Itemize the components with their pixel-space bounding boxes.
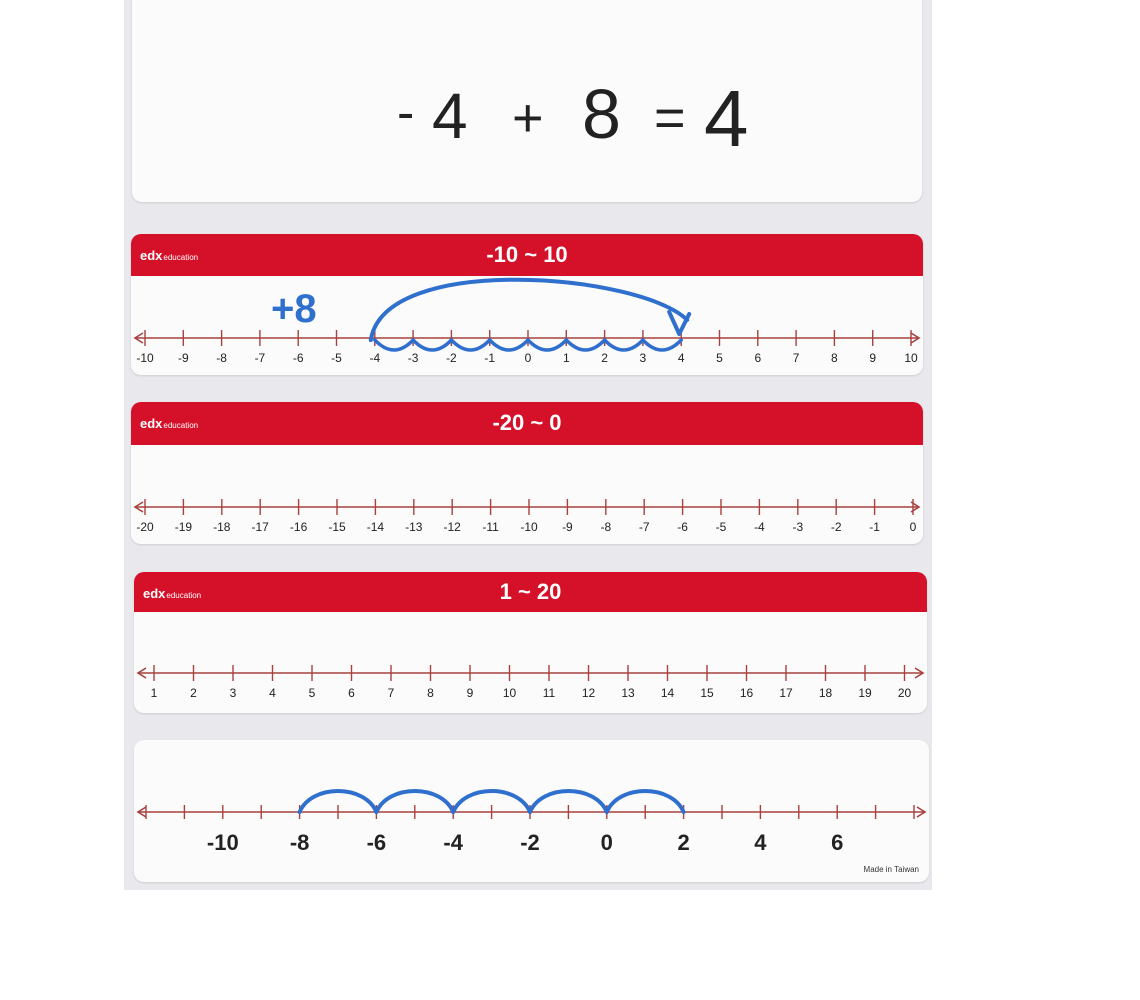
handwritten-label: 4 [754, 830, 767, 855]
tick-label: 18 [818, 686, 833, 700]
number-line-3 [134, 572, 927, 713]
tick-label: -8 [600, 520, 612, 534]
tick-label: -14 [366, 520, 385, 534]
tick-label: 10 [502, 686, 517, 700]
hop-arc [643, 340, 681, 350]
tick-label: 0 [524, 351, 532, 365]
brand-logo: edxeducation [143, 586, 202, 601]
tick-label: 9 [466, 686, 474, 700]
tick-label: 2 [601, 351, 608, 365]
number-line-card-2 [131, 402, 923, 544]
tick-label: -6 [677, 520, 688, 534]
tick-label: -9 [562, 520, 573, 534]
tick-label: -2 [830, 520, 842, 534]
eq-four: 4 [432, 80, 468, 152]
tick-label: -4 [754, 520, 765, 534]
hop-arc [528, 340, 566, 350]
tick-label: 20 [897, 686, 912, 700]
tick-label: -10 [136, 351, 154, 365]
tick-label: -15 [328, 520, 346, 534]
tick-label: -3 [407, 351, 419, 365]
tick-label: -2 [446, 351, 457, 365]
handwritten-label: -4 [443, 830, 463, 855]
tick-label: 4 [269, 686, 276, 700]
tick-label: -4 [369, 351, 381, 365]
number-line-card-3 [134, 572, 927, 713]
handwritten-label: -6 [366, 830, 387, 855]
tick-label: 6 [754, 351, 762, 365]
tick-label: -11 [482, 520, 499, 534]
eq-eight: 8 [582, 75, 621, 153]
range-title: 1 ~ 20 [499, 579, 562, 604]
number-line-4 [134, 740, 929, 882]
made-in-label: Made in Taiwan [863, 865, 919, 874]
tick-label: 8 [427, 686, 434, 700]
handwritten-label: -10 [206, 830, 239, 855]
tick-label: -18 [213, 520, 231, 534]
handwritten-label: 2 [677, 830, 690, 855]
tick-label: 13 [621, 686, 635, 700]
tick-label: 3 [639, 351, 647, 365]
equation-card [132, 0, 922, 202]
handwritten-label: 6 [831, 830, 844, 855]
tick-label: -20 [136, 520, 154, 534]
eq-minus: - [397, 84, 415, 142]
tick-label: 7 [387, 686, 395, 700]
range-title: -10 ~ 10 [486, 242, 568, 267]
tick-label: -3 [792, 520, 804, 534]
tick-label: 0 [909, 520, 917, 534]
eq-plus: + [512, 88, 544, 148]
tick-label: 17 [779, 686, 793, 700]
hop-arc [490, 340, 528, 350]
hop-arc [413, 340, 451, 350]
tick-label: -5 [715, 520, 727, 534]
tick-label: -17 [251, 520, 269, 534]
plus-eight-annotation: +8 [271, 287, 317, 331]
eq-result: 4 [704, 74, 749, 163]
tick-label: 1 [150, 686, 158, 700]
tick-label: 16 [739, 686, 754, 700]
tick-label: -5 [331, 351, 342, 365]
tick-label: -9 [177, 351, 189, 365]
eq-equals: = [654, 88, 686, 148]
jump-arc [371, 280, 687, 340]
hop-arc [566, 340, 604, 350]
tick-label: 6 [348, 686, 355, 700]
hop-arc [451, 340, 489, 350]
number-line-card-1 [131, 234, 923, 375]
brand-logo: edxeducation [140, 248, 199, 263]
tick-label: 2 [190, 686, 197, 700]
tick-label: 14 [660, 686, 675, 700]
tick-label: 5 [308, 686, 316, 700]
tick-label: -12 [443, 520, 461, 534]
brand-logo: edxeducation [140, 416, 199, 431]
tick-label: -7 [638, 520, 650, 534]
number-line-photo [124, 0, 932, 890]
tick-label: -6 [292, 351, 304, 365]
hop-arc [605, 340, 643, 350]
tick-label: 9 [869, 351, 877, 365]
tick-label: -10 [520, 520, 538, 534]
tick-label: 7 [792, 351, 800, 365]
range-title: -20 ~ 0 [492, 410, 562, 435]
tick-label: -19 [174, 520, 193, 534]
tick-label: -1 [484, 351, 496, 365]
tick-label: 19 [858, 686, 872, 700]
handwritten-label: -2 [520, 830, 540, 855]
tick-label: -7 [254, 351, 266, 365]
hop-arc [375, 340, 413, 350]
tick-label: 8 [831, 351, 838, 365]
tick-label: -16 [289, 520, 308, 534]
handwritten-label: -8 [289, 830, 310, 855]
tick-label: 10 [904, 351, 918, 365]
tick-label: -8 [216, 351, 227, 365]
tick-label: 3 [229, 686, 237, 700]
handwritten-label: 0 [600, 830, 613, 855]
tick-label: 12 [581, 686, 596, 700]
number-line-1 [131, 234, 923, 375]
tick-label: -13 [405, 520, 423, 534]
number-line-2 [131, 402, 923, 544]
tick-label: 1 [562, 351, 570, 365]
tick-label: 4 [677, 351, 685, 365]
equation-svg [132, 0, 922, 202]
tick-label: 15 [700, 686, 714, 700]
number-line-card-4 [134, 740, 929, 882]
tick-label: 5 [716, 351, 723, 365]
tick-label: -1 [869, 520, 880, 534]
tick-label: 11 [542, 686, 556, 700]
